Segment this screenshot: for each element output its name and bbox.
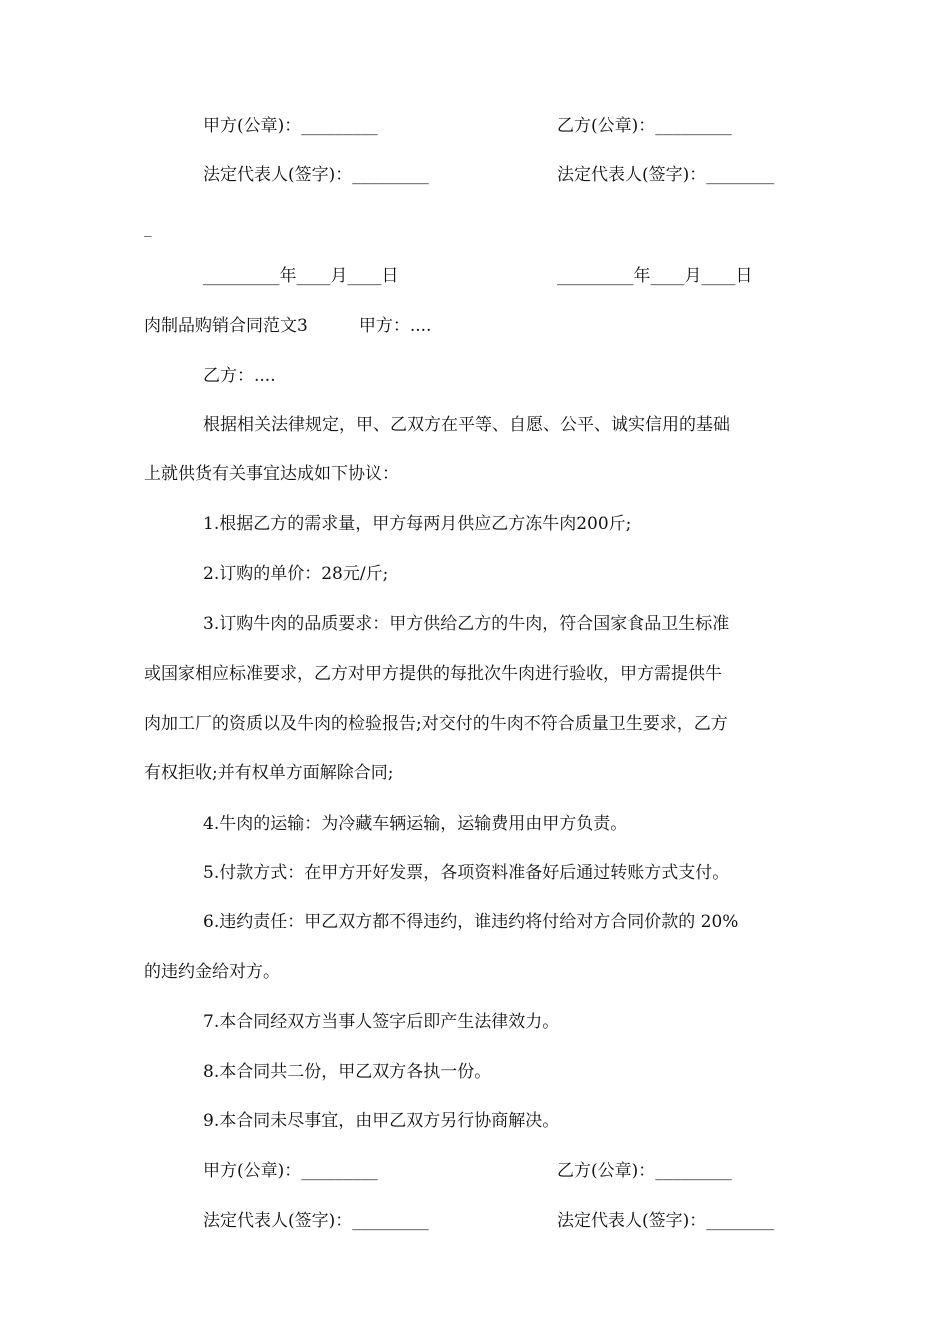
bottom-party-b-rep-line: 法定代表人(签字)：________ (557, 1211, 775, 1231)
party-b-rep-line: 法定代表人(签字)：________ (557, 165, 775, 185)
preamble-line-2: 上就供货有关事宜达成如下协议： (144, 464, 399, 484)
clause-3-line-1: 3.订购牛肉的品质要求：甲方供给乙方的牛肉，符合国家食品卫生标准 (203, 614, 730, 634)
clause-3-line-4: 有权拒收;并有权单方面解除合同; (144, 763, 394, 783)
clause-2: 2.订购的单价：28元/斤; (203, 564, 389, 584)
clause-9: 9.本合同未尽事宜，由甲乙双方另行协商解决。 (203, 1111, 560, 1131)
clause-1: 1.根据乙方的需求量，甲方每两月供应乙方冻牛肉200斤; (203, 514, 632, 534)
clause-8: 8.本合同共二份，甲乙双方各执一份。 (203, 1062, 492, 1082)
clause-3-line-3: 肉加工厂的资质以及牛肉的检验报告;对交付的牛肉不符合质量卫生要求，乙方 (144, 714, 728, 734)
bottom-party-a-seal-line: 甲方(公章)：_________ (203, 1161, 378, 1181)
party-a-seal-line: 甲方(公章)：_________ (203, 116, 378, 136)
party-a-date-line: _________年____月____日 (203, 266, 399, 286)
preamble-line-1: 根据相关法律规定，甲、乙双方在平等、自愿、公平、诚实信用的基础 (203, 415, 730, 435)
party-b-seal-line: 乙方(公章)：_________ (557, 116, 732, 136)
bottom-party-b-seal-line: 乙方(公章)：_________ (557, 1161, 732, 1181)
clause-6-line-1: 6.违约责任：甲乙双方都不得违约，谁违约将付给对方合同价款的 20% (203, 912, 739, 932)
clause-7: 7.本合同经双方当事人签字后即产生法律效力。 (203, 1012, 560, 1032)
clause-3-line-2: 或国家相应标准要求，乙方对甲方提供的每批次牛肉进行验收，甲方需提供牛 (144, 664, 722, 684)
contract-title-line: 肉制品购销合同范文3 甲方：.... (144, 316, 432, 336)
clause-5: 5.付款方式：在甲方开好发票，各项资料准备好后通过转账方式支付。 (203, 863, 730, 883)
party-a-rep-line: 法定代表人(签字)：_________ (203, 165, 429, 185)
clause-4: 4.牛肉的运输：为冷藏车辆运输，运输费用由甲方负责。 (203, 814, 628, 834)
bottom-party-a-rep-line: 法定代表人(签字)：_________ (203, 1211, 429, 1231)
clause-6-line-2: 的违约金给对方。 (144, 962, 280, 982)
party-b-rep-underline-tail: _ (144, 219, 152, 237)
party-b-line: 乙方：.... (203, 366, 276, 386)
party-b-date-line: _________年____月____日 (557, 266, 753, 286)
